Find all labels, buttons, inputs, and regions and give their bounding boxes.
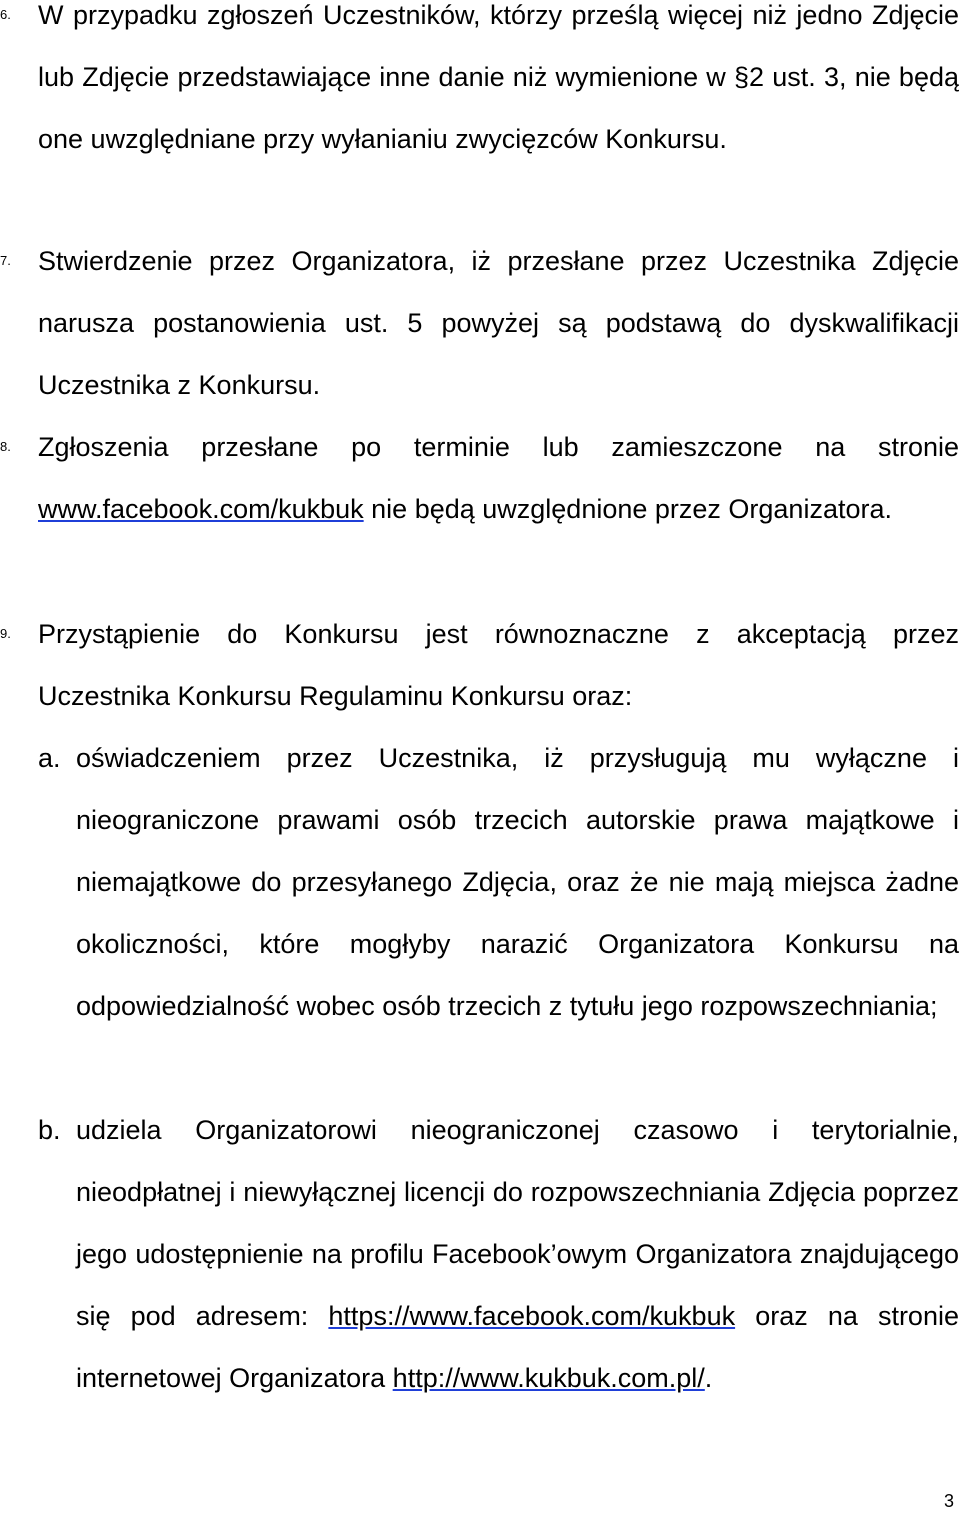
sub-item-text xyxy=(76,1099,959,1409)
sub-item-text-before: udziela Organizatorowi nieograniczonej czasowo i terytorialnie, nieodpłatnej i niewyłącznej licencji do rozpowszechniania Zdjęcia poprzez jego udostępnienie na profilu Facebook’owym Organizatora znajdującego się pod adresem: xyxy=(76,1115,959,1331)
item-text xyxy=(38,416,959,540)
sub-item-letter: a. xyxy=(38,743,61,773)
item-number: 6. xyxy=(0,7,11,22)
item-number: 9. xyxy=(0,626,11,641)
sub-item-letter: b. xyxy=(38,1115,61,1145)
sub-item-text: oświadczeniem przez Uczestnika, iż przysługują mu wyłączne i nieograniczone prawami osób trzecich autorskie prawa majątkowe i niemajątkowe do przesyłanego Zdjęcia, oraz że nie mają miejsca żadne okoliczności, które mogłyby narazić Organizatora Konkursu na odpowiedzialność wobec osób trzecich z tytułu jego rozpowszechniania; xyxy=(76,743,959,1021)
item-text-after: nie będą uwzględnione przez Organizatora. xyxy=(363,494,892,524)
item-text: Stwierdzenie przez Organizatora, iż przesłane przez Uczestnika Zdjęcie narusza postanowienia ust. 5 powyżej są podstawą do dyskwalifikacji Uczestnika z Konkursu. xyxy=(38,246,959,400)
item-text: W przypadku zgłoszeń Uczestników, którzy prześlą więcej niż jedno Zdjęcie lub Zdjęcie przedstawiające inne danie niż wymienione w §2 ust. 3, nie będą one uwzględniane przy wyłanianiu zwycięzców Konkursu. xyxy=(38,0,959,154)
sub-item-text-after: . xyxy=(704,1363,713,1393)
sub-item-text-middle: oraz na stronie internetowej Organizatora xyxy=(76,1301,959,1393)
item-text: Przystąpienie do Konkursu jest równoznaczne z akceptacją przez Uczestnika Konkursu Regulaminu Konkursu oraz: xyxy=(38,619,959,711)
facebook-link[interactable]: www.facebook.com/kukbuk xyxy=(38,494,364,524)
page-number: 3 xyxy=(943,1491,954,1511)
facebook-profile-link[interactable]: https://www.facebook.com/kukbuk xyxy=(328,1301,736,1331)
item-number: 7. xyxy=(0,253,11,268)
item-text-before: Zgłoszenia przesłane po terminie lub zamieszczone na stronie xyxy=(38,432,959,462)
kukbuk-website-link[interactable]: http://www.kukbuk.com.pl/ xyxy=(392,1363,705,1393)
item-number: 8. xyxy=(0,439,11,454)
